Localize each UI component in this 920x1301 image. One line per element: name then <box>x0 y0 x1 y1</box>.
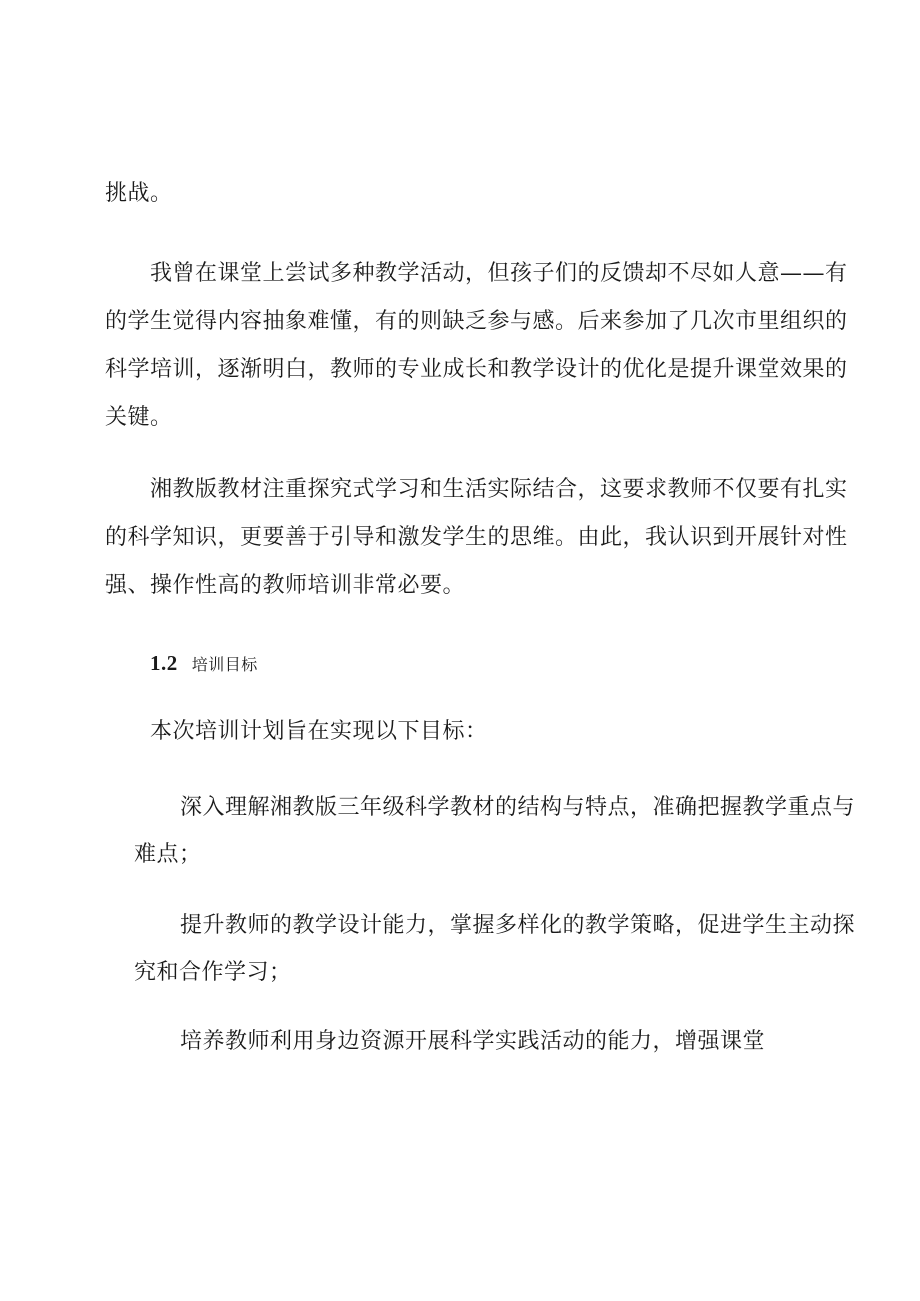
paragraph-line: 我曾在课堂上尝试多种教学活动，但孩子们的反馈却不尽如人意——有 <box>150 261 848 286</box>
goal-line: 究和合作学习； <box>134 960 292 985</box>
goal-line: 深入理解湘教版三年级科学教材的结构与特点，准确把握教学重点与 <box>180 795 856 820</box>
goal-line: 提升教师的教学设计能力，掌握多样化的教学策略，促进学生主动探 <box>180 913 856 938</box>
section-title: 培训目标 <box>191 655 258 674</box>
paragraph-line: 科学培训，逐渐明白，教师的专业成长和教学设计的优化是提升课堂效果的 <box>105 357 848 382</box>
paragraph-line: 湘教版教材注重探究式学习和生活实际结合，这要求教师不仅要有扎实 <box>150 477 848 502</box>
paragraph-line: 的学生觉得内容抽象难懂，有的则缺乏参与感。后来参加了几次市里组织的 <box>105 309 848 334</box>
paragraph-line: 强、操作性高的教师培训非常必要。 <box>105 573 466 598</box>
section-heading <box>150 648 258 680</box>
paragraph-line: 挑战。 <box>105 181 173 206</box>
section-number: 1.2 <box>150 651 178 675</box>
goal-line: 培养教师利用身边资源开展科学实践活动的能力，增强课堂 <box>180 1029 766 1054</box>
paragraph-line: 的科学知识，更要善于引导和激发学生的思维。由此，我认识到开展针对性 <box>105 525 848 550</box>
goal-line: 难点； <box>134 842 202 867</box>
intro-text: 本次培训计划旨在实现以下目标： <box>150 719 488 744</box>
paragraph-line: 关键。 <box>105 405 173 430</box>
